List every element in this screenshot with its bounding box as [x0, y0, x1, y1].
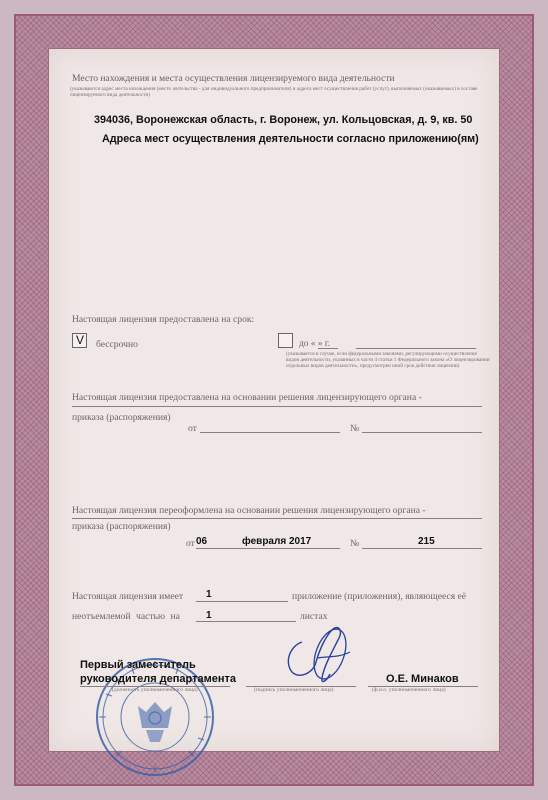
reissue-day: 06	[196, 536, 208, 547]
reissue-order-label: приказа (распоряжения)	[72, 521, 171, 532]
reissue-date-label: от	[186, 538, 195, 549]
address-line: 394036, Воронежская область, г. Воронеж, ул. Кольцовская, д. 9, кв. 50	[94, 114, 473, 126]
grant-number-label: №	[350, 423, 360, 434]
appendix-text: Настоящая лицензия имеет	[72, 591, 184, 602]
addresses-reference: Адреса мест осуществления деятельности согласно приложению(ям)	[102, 133, 479, 145]
reissue-number: 215	[418, 536, 435, 547]
location-note: (указываются адрес места нахождения (место жительства - для индивидуального предпринимателя) и адреса мест осуществления работ (услуг), выполняемых (оказываемых) в составе лицензируемого вида деятельности)	[70, 86, 478, 98]
appendix-count: 1	[206, 589, 212, 600]
indefinite-label: бессрочно	[96, 339, 138, 350]
signer-post-line2: руководителя департамента	[80, 673, 237, 685]
signer-post-caption: (должность уполномоченного лица)	[112, 687, 198, 693]
grant-order-label: приказа (распоряжения)	[72, 412, 171, 423]
signature-caption: (подпись уполномоченного лица)	[254, 687, 334, 693]
signer-post-line1: Первый заместитель	[80, 659, 196, 671]
signature-icon	[272, 618, 368, 690]
reissue-number-label: №	[350, 538, 360, 549]
reissue-month-year: февраля 2017	[242, 536, 312, 547]
grant-basis-text: Настоящая лицензия предоставлена на основании решения лицензирующего органа -	[72, 392, 422, 403]
appendix-text-end: приложение (приложения), являющееся её	[292, 591, 467, 602]
until-label: до « » г.	[299, 339, 330, 349]
checkbox-until[interactable]	[278, 333, 293, 348]
term-note: (указывается в случае, если федеральными законами, регулирующими осуществление видов деятельности, указанных в части 4 статьи 1 Федерального закона «О лицензировании отдельных видов деятельности», предусмотрен иной срок действия лицензии)	[286, 351, 490, 369]
appendix-part-label: неотъемлемой частью на	[72, 611, 180, 622]
location-heading: Место нахождения и места осуществления лицензируемого вида деятельности	[72, 73, 395, 84]
signer-name-caption: (ф.и.о. уполномоченного лица)	[372, 687, 446, 693]
sheets-label: листах	[300, 611, 328, 622]
term-label: Настоящая лицензия предоставлена на срок:	[72, 314, 255, 325]
signer-name: О.Е. Минаков	[386, 673, 459, 685]
grant-date-label: от	[188, 423, 197, 434]
check-mark-icon: V	[76, 333, 85, 347]
reissue-basis-text: Настоящая лицензия переоформлена на основании решения лицензирующего органа -	[72, 505, 426, 516]
sheets-count: 1	[206, 610, 212, 621]
